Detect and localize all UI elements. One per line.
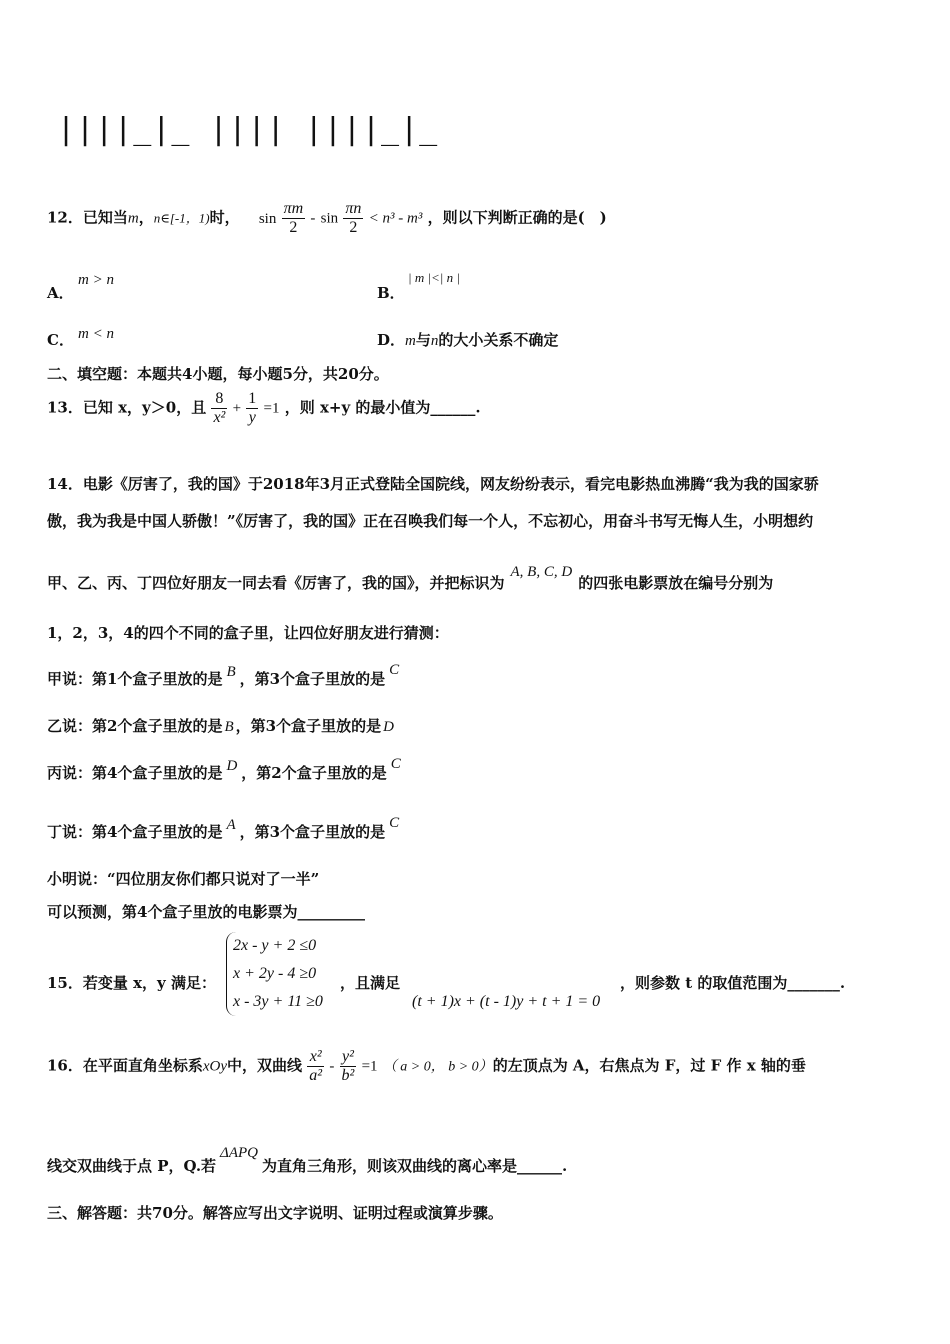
question-15-suffix: ，则参数 t 的取值范围为_______. xyxy=(620,974,846,992)
fraction-pi-n: $\frac{\pi n}{2}$ xyxy=(345,200,362,236)
option-a: A． xyxy=(47,284,74,302)
statement-ding: 丁说：第4个盒子里放的是 A ，第3个盒子里放的是 C xyxy=(47,815,400,841)
option-c-text: m < n xyxy=(78,326,114,342)
question-14-line-2: 傲，我为我是中国人骄傲！”《厉害了，我的国》正在召唤我们每一个人，不忘初心，用奋斗书写无悔人生，小明想约 xyxy=(47,512,814,530)
question-14-line-1: 14．电影《厉害了，我的国》于2018年3月正式登陆全国院线，网友纷纷表示，看完电影热血沸腾“我为我的国家骄 xyxy=(47,475,819,493)
question-16-line-2: 线交双曲线于点 P，Q.若ΔAPQ为直角三角形，则该双曲线的离心率是______. xyxy=(47,1145,568,1175)
option-a-text: m > n xyxy=(78,272,114,288)
option-c: C． xyxy=(47,331,74,349)
option-b-text: | m |<| n | xyxy=(408,270,460,285)
constraint-system: 2x - y + 2 ≤0 x + 2y - 4 ≥0 x - 3y + 11 ≥0 xyxy=(226,932,323,1016)
question-14-line-3: 甲、乙、丙、丁四位好朋友一同去看《厉害了，我的国》，并把标识为A, B, C, D的四张电影票放在编号分别为 xyxy=(47,564,774,592)
fraction-1-y: $\frac{1}{y}$ xyxy=(248,390,257,426)
statement-jia: 甲说：第1个盒子里放的是 B ，第3个盒子里放的是 C xyxy=(47,662,400,688)
question-16: 16．在平面直角坐标系xOy中，双曲线 $\frac{\text{x²}}{\text{a²}}$ - $\frac{\text{y²}}{\text{b²}}$ =1 （ a > 0， b > 0）的左顶点为 A，右焦点为 F，过 F 作 x 轴的垂 xyxy=(47,1048,806,1084)
option-b: B． xyxy=(377,284,405,302)
fraction-y2-b2: $\frac{\text{y²}}{\text{b²}}$ xyxy=(341,1048,355,1084)
question-12: 12．已知当m，n∈[-1，1)时， sin $\frac{\pi m}{2}$ - sin $\frac{\pi n}{2}$ < n³ - m³ ，则以下判断正确的是( ) xyxy=(47,200,607,236)
section-2-heading: 二、填空题：本题共4小题，每小题5分，共20分。 xyxy=(47,365,389,383)
header-mark: ||||_|_ |||| ||||_|_ xyxy=(57,112,439,147)
fraction-8-x2: $\frac{8}{\text{x²}}$ xyxy=(213,390,226,426)
statement-bing: 丙说：第4个盒子里放的是 D ，第2个盒子里放的是 C xyxy=(47,756,401,782)
question-14-line-4: 1，2，3，4的四个不同的盒子里，让四位好朋友进行猜测： xyxy=(47,624,449,642)
line-equation: (t + 1)x + (t - 1)y + t + 1 = 0 xyxy=(412,993,601,1010)
section-3-heading: 三、解答题：共70分。解答应写出文字说明、证明过程或演算步骤。 xyxy=(47,1204,503,1222)
prediction-blank: 可以预测，第4个盒子里放的电影票为_________ xyxy=(47,903,365,921)
question-15-prefix: 15．若变量 x，y 满足： xyxy=(47,974,216,992)
question-13: 13．已知 x，y＞0，且 $\frac{8}{\text{x²}}$ + $\frac{1}{y}$ =1 ，则 x+y 的最小值为______. xyxy=(47,390,481,426)
fraction-x2-a2: $\frac{\text{x²}}{\text{a²}}$ xyxy=(309,1048,323,1084)
fraction-pi-m: $\frac{\pi m}{2}$ xyxy=(283,200,304,236)
xiaoming-statement: 小明说：“四位朋友你们都只说对了一半” xyxy=(47,870,320,888)
option-d: D．m与n的大小关系不确定 xyxy=(377,331,559,349)
statement-yi: 乙说：第2个盒子里放的是 B ，第3个盒子里放的是 D xyxy=(47,717,394,735)
question-15-mid: ，且满足 xyxy=(340,974,401,992)
